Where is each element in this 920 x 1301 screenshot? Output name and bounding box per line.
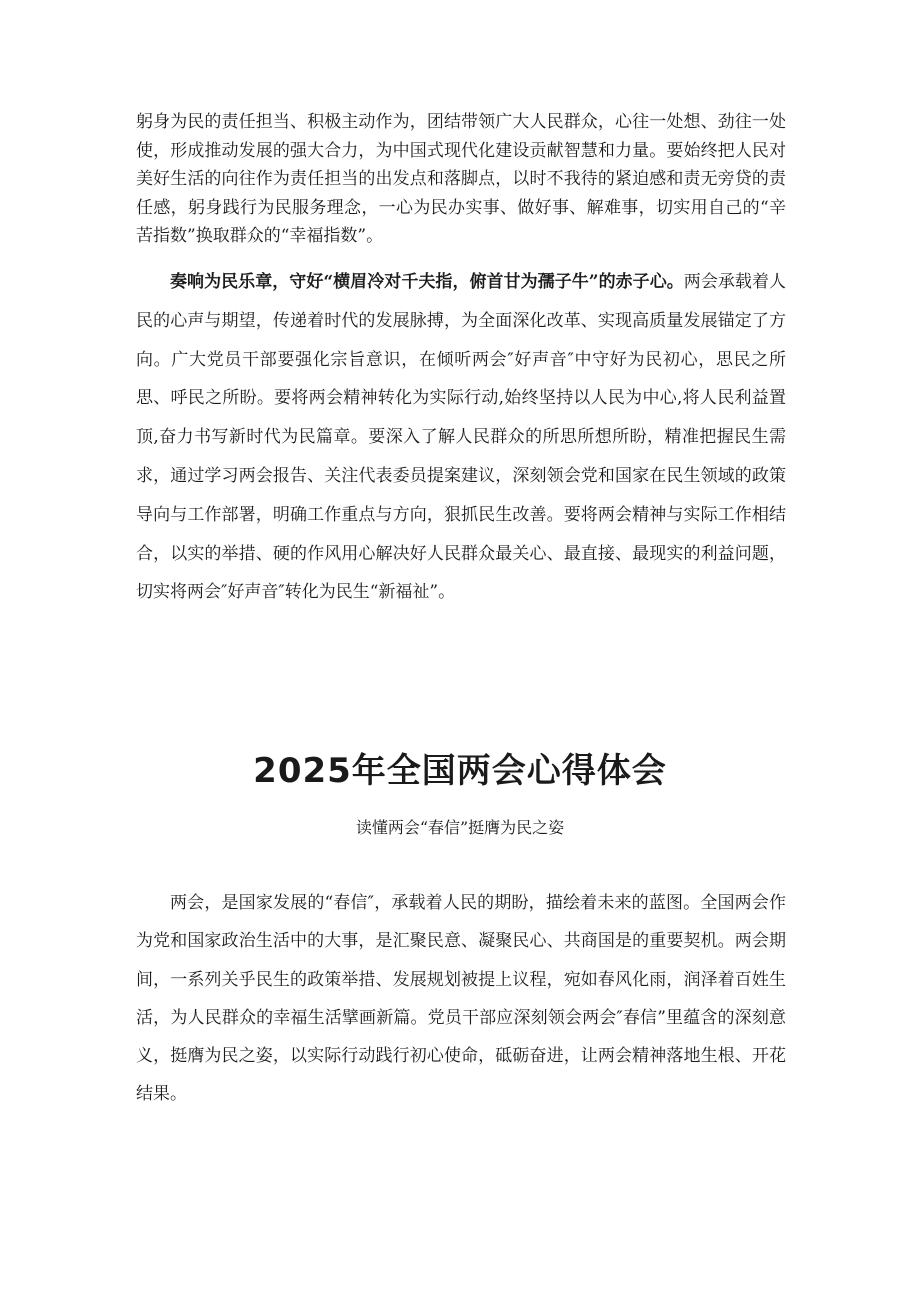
paragraph-lead-heading: 奏响为民乐章，守好“横眉冷对千夫指，俯首甘为孺子牛”的赤子心。	[170, 272, 684, 292]
document-title: 2025年全国两会心得体会	[253, 751, 667, 791]
body-paragraph-1: 躬身为民的责任担当、积极主动作为，团结带领广大人民群众，心往一处想、劲往一处使，形成推动发展的强大合力，为中国式现代化建设贡献智慧和力量。要始终把人民对美好生活的向往作为责任担当的出发点和落脚点，以时不我待的紧迫感和责无旁贷的责任感，躬身践行为民服务理念，一心为民办实事、做好事、解难事，切实用自己的“辛苦指数”换取群众的“幸福指数”。	[136, 112, 786, 246]
document-subtitle: 读懂两会“春信”挺膺为民之姿	[355, 818, 565, 837]
body-paragraph-3: 两会，是国家发展的“春信″，承载着人民的期盼，描绘着未来的蓝图。全国两会作为党和国家政治生活中的大事，是汇聚民意、凝聚民心、共商国是的重要契机。两会期间，一系列关乎民生的政策举措、发展规划被提上议程，宛如春风化雨，润泽着百姓生活，为人民群众的幸福生活擘画新篇。党员干部应深刻领会两会″春信”里蕴含的深刻意义，挺膺为民之姿，以实际行动践行初心使命，砥砺奋进，让两会精神落地生根、开花结果。	[136, 893, 786, 1105]
body-paragraph-2	[136, 263, 786, 612]
paragraph-body-text: 两会承载着人民的心声与期望，传递着时代的发展脉搏，为全面深化改革、实现高质量发展锚定了方向。广大党员干部要强化宗旨意识，在倾听两会″好声音″中守好为民初心，思民之所思、呼民之所盼。要将两会精神转化为实际行动,始终坚持以人民为中心,将人民利益置顶,奋力书写新时代为民篇章。要深入了解人民群众的所思所想所盼，精准把握民生需求，通过学习两会报告、关注代表委员提案建议，深刻领会党和国家在民生领域的政策导向与工作部署，明确工作重点与方向，狠抓民生改善。要将两会精神与实际工作相结合，以实的举措、硬的作风用心解决好人民群众最关心、最直接、最现实的利益问题，切实将两会″好声音″转化为民生“新福祉”。	[136, 272, 786, 603]
